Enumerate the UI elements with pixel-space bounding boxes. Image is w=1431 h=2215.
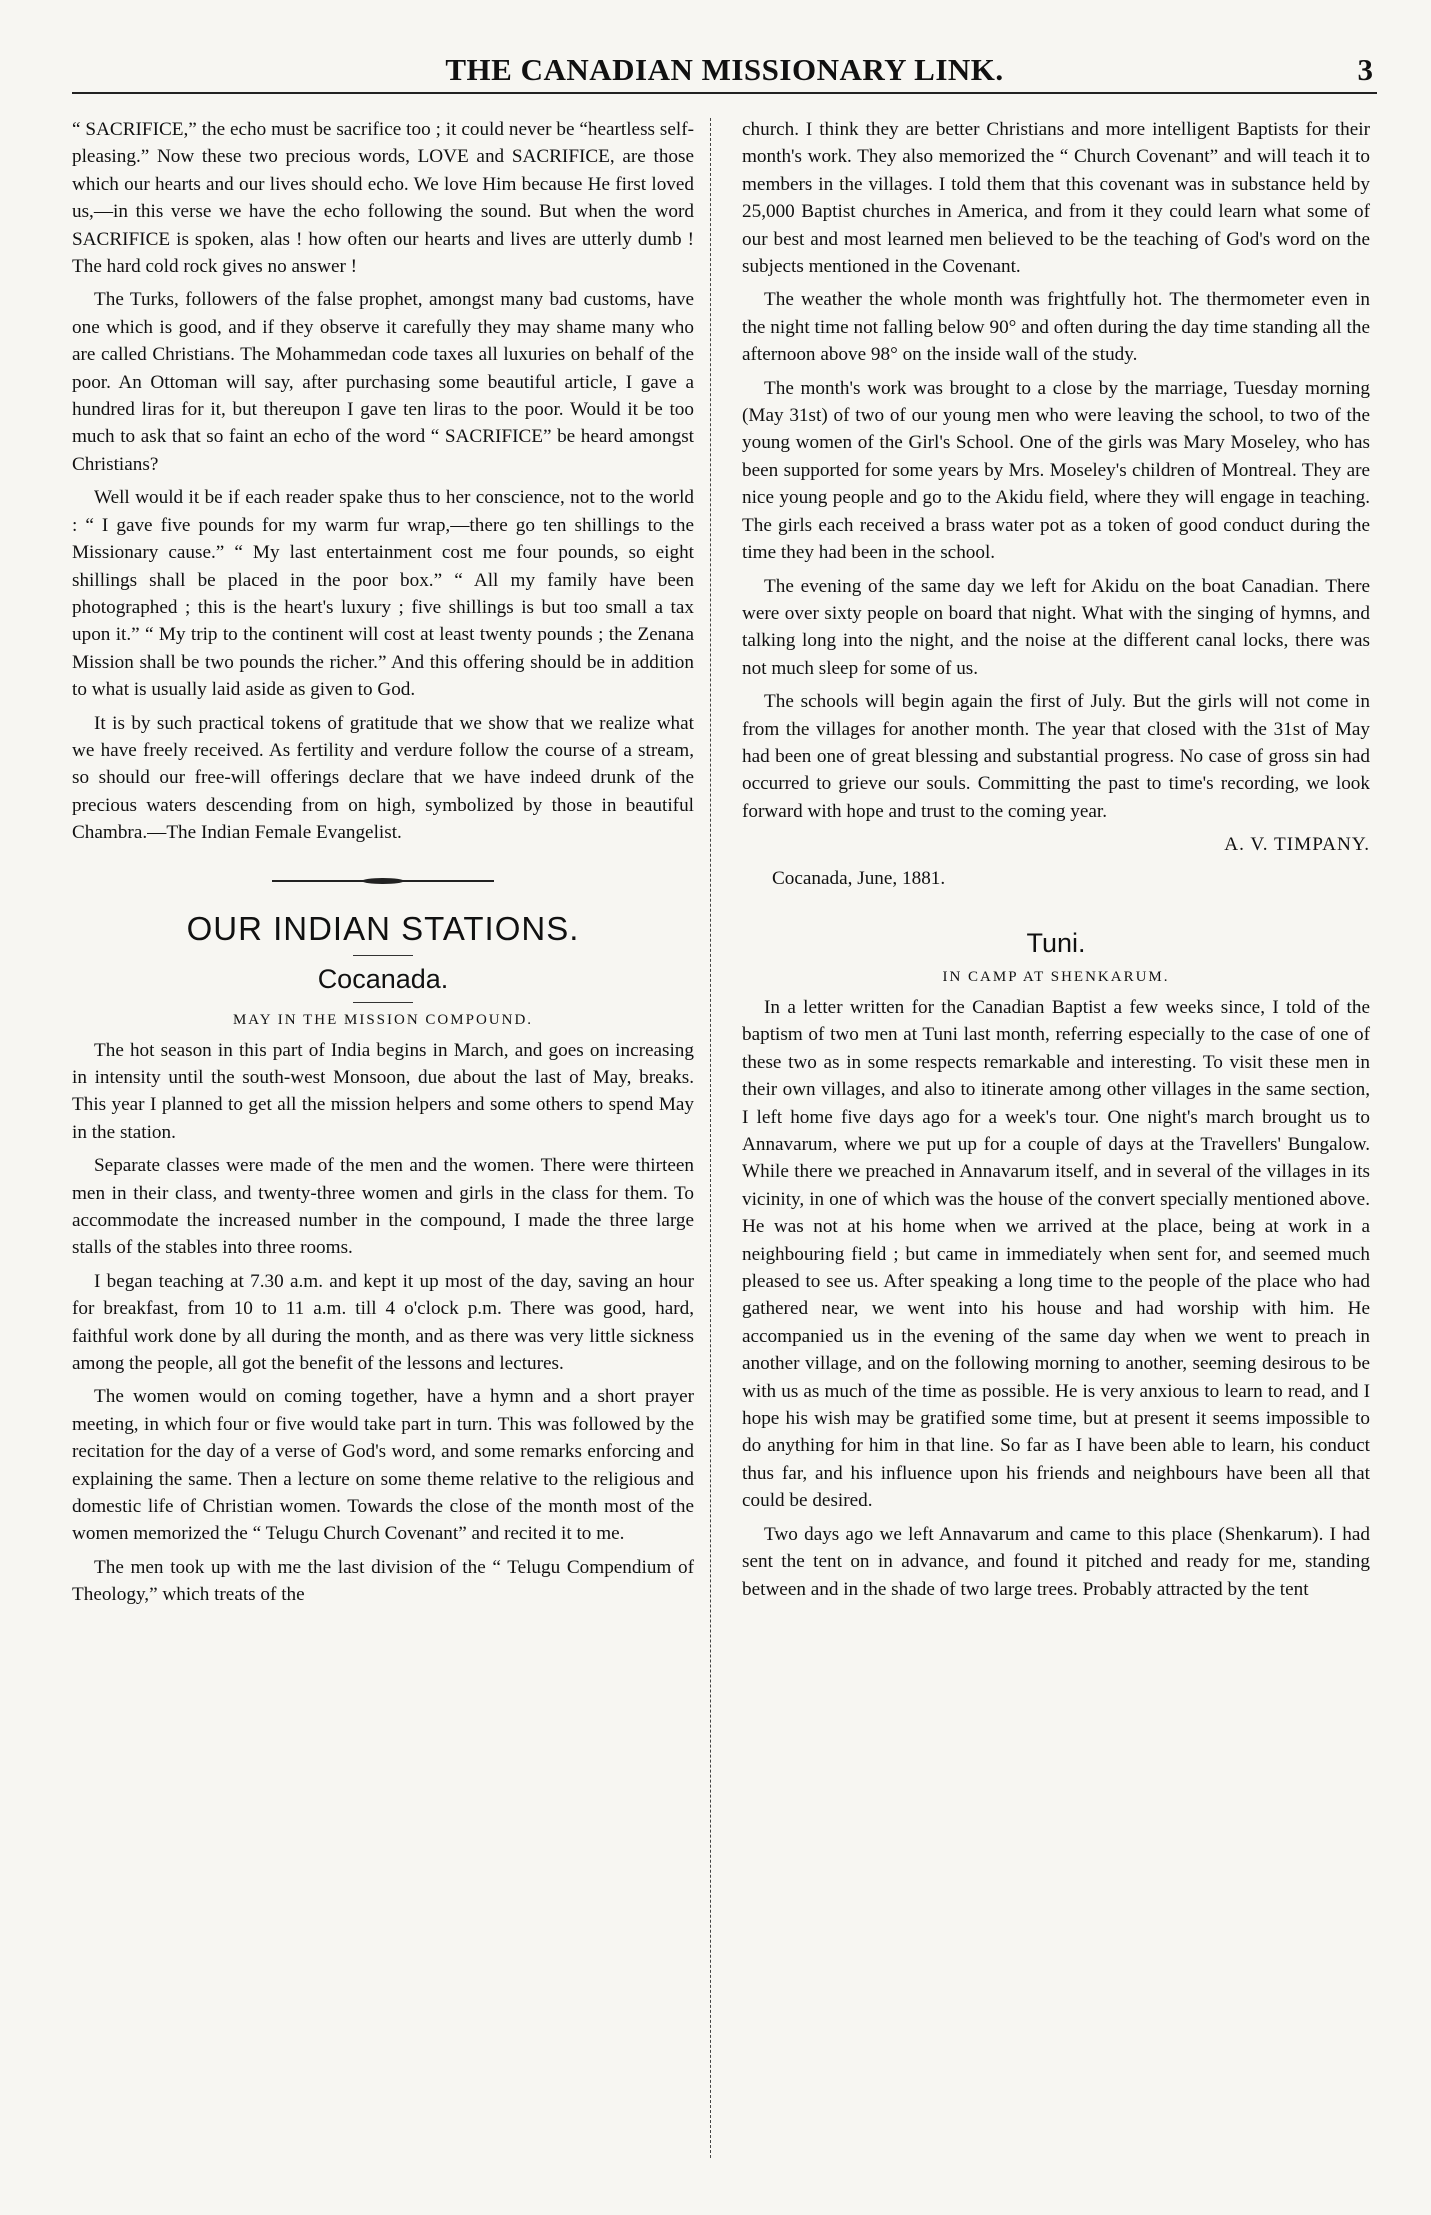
page-header [72,48,1377,94]
paragraph-letter: In a letter written for the Canadian Baptist a few weeks since, I told of the baptism of two men at Tuni last month, referring especially to the case of one of these two as in some respects remarkable and interesting. To visit these men in their own villages, and also to itinerate among other villages in the same section, I left home five days ago for a week's tour. One night's march brought us to Annavarum, where we put up for a couple of days at the Travellers' Bungalow. While there we preached in Annavarum itself, and in several of the villages in its vicinity, in one of which was the house of the convert specially mentioned above. He was not at his home when we arrived at the place, being at work in a neighbouring field ; but came in immediately when sent for, and seemed much pleased to see us. After speaking a long time to the people of the place who had gathered near, we went into his house and had worship with him. He accompanied us in the evening of the same day when we went to preach in another village, and on the following morning to another, seeming desirous to be with us as much of the time as possible. He is very anxious to learn to read, and I hope his wish may be gratified some time, but at present it seems impossible to do anything for him in that line. So far as I have been able to learn, his conduct thus far, and his influence upon his friends and neighbours have been all that could be desired. [742,996,1370,1512]
paragraph-evening: The evening of the same day we left for Akidu on the boat Canadian. There were over sixty people on board that night. What with the singing of hymns, and talking long into the night, and the noise at the different canal locks, there was not much sleep for some of us. [742,575,1370,679]
paragraph-marriage: The month's work was brought to a close by the marriage, Tuesday morning (May 31st) of two of our young men who were leaving the school, to two of the young women of the Girl's School. One of the girls was Mary Moseley, who has been supported for some years by Mrs. Moseley's children of Montreal. They are nice young people and go to the Akidu field, where they will engage in teaching. The girls each received a brass water pot as a token of good conduct during the time they had been in the school. [742,377,1370,564]
paragraph-turks: The Turks, followers of the false prophet, amongst many bad customs, have one which is good, and if they observe it carefully they may shame many who are called Christians. The Mohammedan code taxes all luxuries on behalf of the poor. An Ottoman will say, after purchasing some beautiful article, I gave a hundred liras for it, but thereupon I gave ten liras to the poor. Would it be too much to ask that so faint an echo of the word “ SACRIFICE” be heard amongst Christians? [72,289,694,475]
paragraph-classes: Separate classes were made of the men and the women. There were thirteen men in their class, and twenty-three women and girls in the class for them. To accommodate the increased number in the compound, I made the three large stalls of the stables into three rooms. [72,1155,694,1259]
paragraph-teaching: I began teaching at 7.30 a.m. and kept it up most of the day, saving an hour for breakfast, from 10 to 11 a.m. till 4 o'clock p.m. There was good, hard, faithful work done by all during the month, and as there was very little sickness among the people, all got the benefit of the lessons and lectures. [72,1270,694,1375]
paragraph-gratitude: It is by such practical tokens of gratitude that we show that we realize what we have freely received. As fertility and verdure follow the course of a stream, so should our free-will offerings declare that we have indeed drunk of the precious waters descending from on high, symbolized by those in beautiful Chambra.—The Indian Female Evangelist. [72,712,694,844]
paragraph-women: The women would on coming together, have a hymn and a short prayer meeting, in which four or five would take part in turn. This was followed by the recitation for the day of a verse of God's word, and some remarks enforcing and explaining the same. Then a lecture on some theme relative to the religious and domestic life of Christian women. Towards the close of the month most of the women memorized the “ Telugu Church Covenant” and recited it to me. [72,1386,694,1545]
paragraph-hot-season: The hot season in this part of India begins in March, and goes on increasing in intensity until the south-west Monsoon, due about the last of May, breaks. This year I planned to get all the mission helpers and some others to spend May in the station. [72,1039,694,1143]
subsection-title-cocanada: Cocanada. [317,963,449,994]
column-divider [710,118,711,2158]
left-column [72,116,694,2175]
running-title: THE CANADIAN MISSIONARY LINK. [445,52,1004,87]
paragraph-church: church. I think they are better Christians and more intelligent Baptists for their month's work. They also memorized the “ Church Covenant” and will teach it to members in the villages. I told them that this covenant was in substance held by 25,000 Baptist churches in America, and from it they could learn what some of our best and most learned men believed to be the teaching of God's word on the subjects mentioned in the Covenant. [742,119,1370,278]
paragraph-sacrifice-echo: “ SACRIFICE,” the echo must be sacrifice too ; it could never be “heartless self-pleasing.” Now these two precious words, LOVE and SACRIFICE, are those which our hearts and our lives should echo. We love Him because He first loved us,—in this verse we have the echo following the sound. But when the word SACRIFICE is spoken, alas ! how often our hearts and lives are utterly dumb ! The hard cold rock gives no answer ! [72,119,694,278]
paragraph-conscience: Well would it be if each reader spake thus to her conscience, not to the world : “ I gave five pounds for my warm fur wrap,—there go ten shillings to the Missionary cause.” “ My last entertainment cost me four pounds, so eight shillings shall be placed in the poor box.” “ All my family have been photographed ; this is the heart's luxury ; five shillings is but too small a tax upon it.” “ My trip to the continent will cost at least twenty pounds ; the Zenana Mission shall be two pounds the richer.” And this offering should be in addition to what is usually laid aside as given to God. [72,487,694,701]
paragraph-schools: The schools will begin again the first of July. But the girls will not come in from the villages for another month. The year that closed with the 31st of May had been one of great blessing and substantial progress. No case of gross sin had occurred to grieve our souls. Committing the past to time's recording, we look forward with hope and trust to the coming year. [742,691,1370,822]
paragraph-two-days: Two days ago we left Annavarum and came to this place (Shenkarum). I had sent the tent on in advance, and found it pitched and ready for me, standing between and in the shade of two large trees. Probably attracted by the tent [742,1523,1370,1600]
paragraph-weather: The weather the whole month was frightfully hot. The thermometer even in the night time not falling below 90° and often during the day time standing all the afternoon above 98° on the inside wall of the study. [742,289,1370,366]
spacer [742,892,1370,920]
author-credit: A. V. TIMPANY. [1224,834,1370,856]
kicker-shenkarum: IN CAMP AT SHENKARUM. [942,968,1170,985]
short-rule [353,1002,413,1003]
subsection-title-tuni: Tuni. [1026,927,1086,958]
section-ornament [72,861,694,901]
section-title: OUR INDIAN STATIONS. [186,909,580,947]
short-rule [353,955,413,956]
paragraph-men: The men took up with me the last division of the “ Telugu Compendium of Theology,” which treats of the [72,1556,694,1606]
kicker-mission-compound: MAY IN THE MISSION COMPOUND. [232,1011,534,1028]
page-number: 3 [1357,52,1373,87]
dateline: Cocanada, June, 1881. [772,867,946,889]
right-column [742,116,1370,2175]
